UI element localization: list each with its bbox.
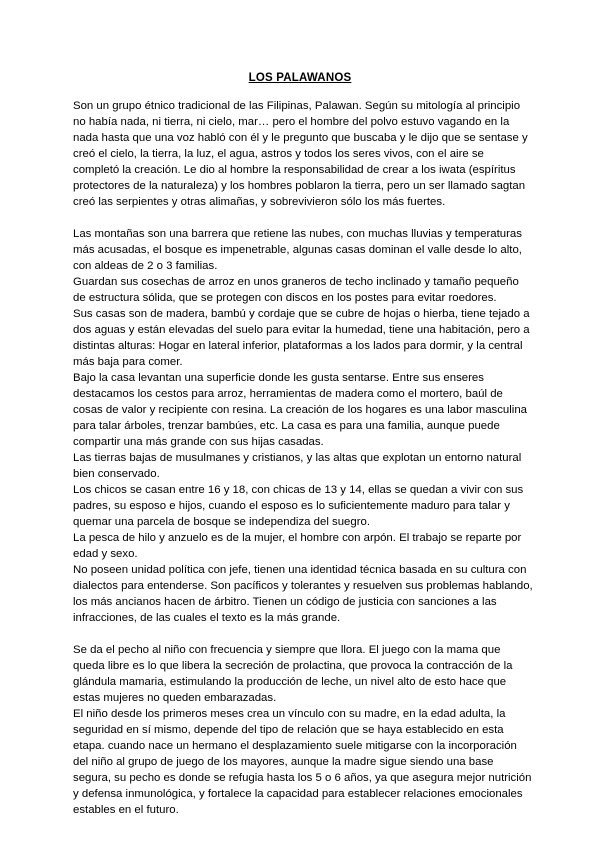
paragraph-fishing: La pesca de hilo y anzuelo es de la mujer, el hombre con arpón. El trabajo se reparte por edad y sexo. [73,532,522,560]
paragraph-mountains: Las montañas son una barrera que retiene las nubes, con muchas lluvias y temperaturas más acusadas, el bosque es impenetrable, algunas casas dominan el valle desde lo alto, con aldeas de 2 o 3 familias. [73,228,522,272]
paragraph-mythology: Son un grupo étnico tradicional de las Filipinas, Palawan. Según su mitología al principio no había nada, ni tierra, ni cielo, mar… pero el hombre del polvo estuvo vagando en la nada hasta que una voz habló con él y le pregunto que buscaba y le dijo que se sentase y creó el cielo, la tierra, la luz, el agua, astros y todos los seres vivos, con el aire se completó la creación. Le dio al hombre la responsabilidad de crear a los iwata (espíritus protectores de la naturaleza) y los hombres poblaron la tierra, pero un ser llamado sagtan creó las serpientes y otras alimañas, y sobrevivieron sólo los más fuertes. [73,100,528,208]
paragraph-lands: Las tierras bajas de musulmanes y cristianos, y las altas que explotan un entorno natural bien conservado. [73,452,522,480]
document-body [73,98,533,818]
paragraph-belongings: Bajo la casa levantan una superficie donde les gusta sentarse. Entre sus enseres destacamos los cestos para arroz, herramientas de madera como el mortero, baúl de cosas de valor y recipiente con resina. La creación de los hogares es una labor masculina para talar árboles, trenzar bambúes, etc. La casa es para una familia, aunque puede compartir una más grande con sus hijas casadas. [73,372,527,448]
paragraph-politics: No poseen unidad política con jefe, tienen una identidad técnica basada en su cultura con dialectos para entenderse. Son pacíficos y tolerantes y resuelven sus problemas hablando, los más ancianos hacen de árbitro. Tienen un código de justicia con sanciones a las infracciones, de las cuales el texto es la más grande. [73,564,533,624]
paragraph-houses: Sus casas son de madera, bambú y cordaje que se cubre de hojas o hierba, tiene tejado a dos aguas y están elevadas del suelo para evitar la humedad, tiene una habitación, pero a distintas alturas: Hogar en lateral inferior, plataformas a los lados para dormir, y la central más baja para comer. [73,308,530,368]
document-title: LOS PALAWANOS [248,72,352,84]
paragraph-breastfeeding: Se da el pecho al niño con frecuencia y siempre que llora. El juego con la mama que queda libre es lo que libera la secreción de prolactina, que provoca la contracción de la glándula mamaria, estimulando la producción de leche, un nivel alto de esto hace que estas mujeres no queden embarazadas. [73,644,513,704]
paragraph-marriage: Los chicos se casan entre 16 y 18, con chicas de 13 y 14, ellas se quedan a vivir con sus padres, su esposo e hijos, cuando el esposo es lo suficientemente maduro para talar y quemar una parcela de bosque se independiza del suegro. [73,484,524,528]
paragraph-granaries: Guardan sus cosechas de arroz en unos graneros de techo inclinado y tamaño pequeño de estructura sólida, que se protegen con discos en los postes para evitar roedores. [73,276,519,304]
paragraph-spacer [73,626,533,642]
paragraph-spacer [73,210,533,226]
paragraph-child-bond: El niño desde los primeros meses crea un vínculo con su madre, en la edad adulta, la seguridad en sí mismo, depende del tipo de relación que se haya establecido en esta etapa. cuando nace un hermano el desplazamiento suele mitigarse con la incorporación del niño al grupo de juego de los mayores, aunque la madre sigue siendo una base segura, su pecho es donde se refugia hasta los 5 o 6 años, ya que asegura mejor nutrición y defensa inmunológica, y fortalece la capacidad para establecer relaciones emocionales estables en el futuro. [73,708,532,816]
